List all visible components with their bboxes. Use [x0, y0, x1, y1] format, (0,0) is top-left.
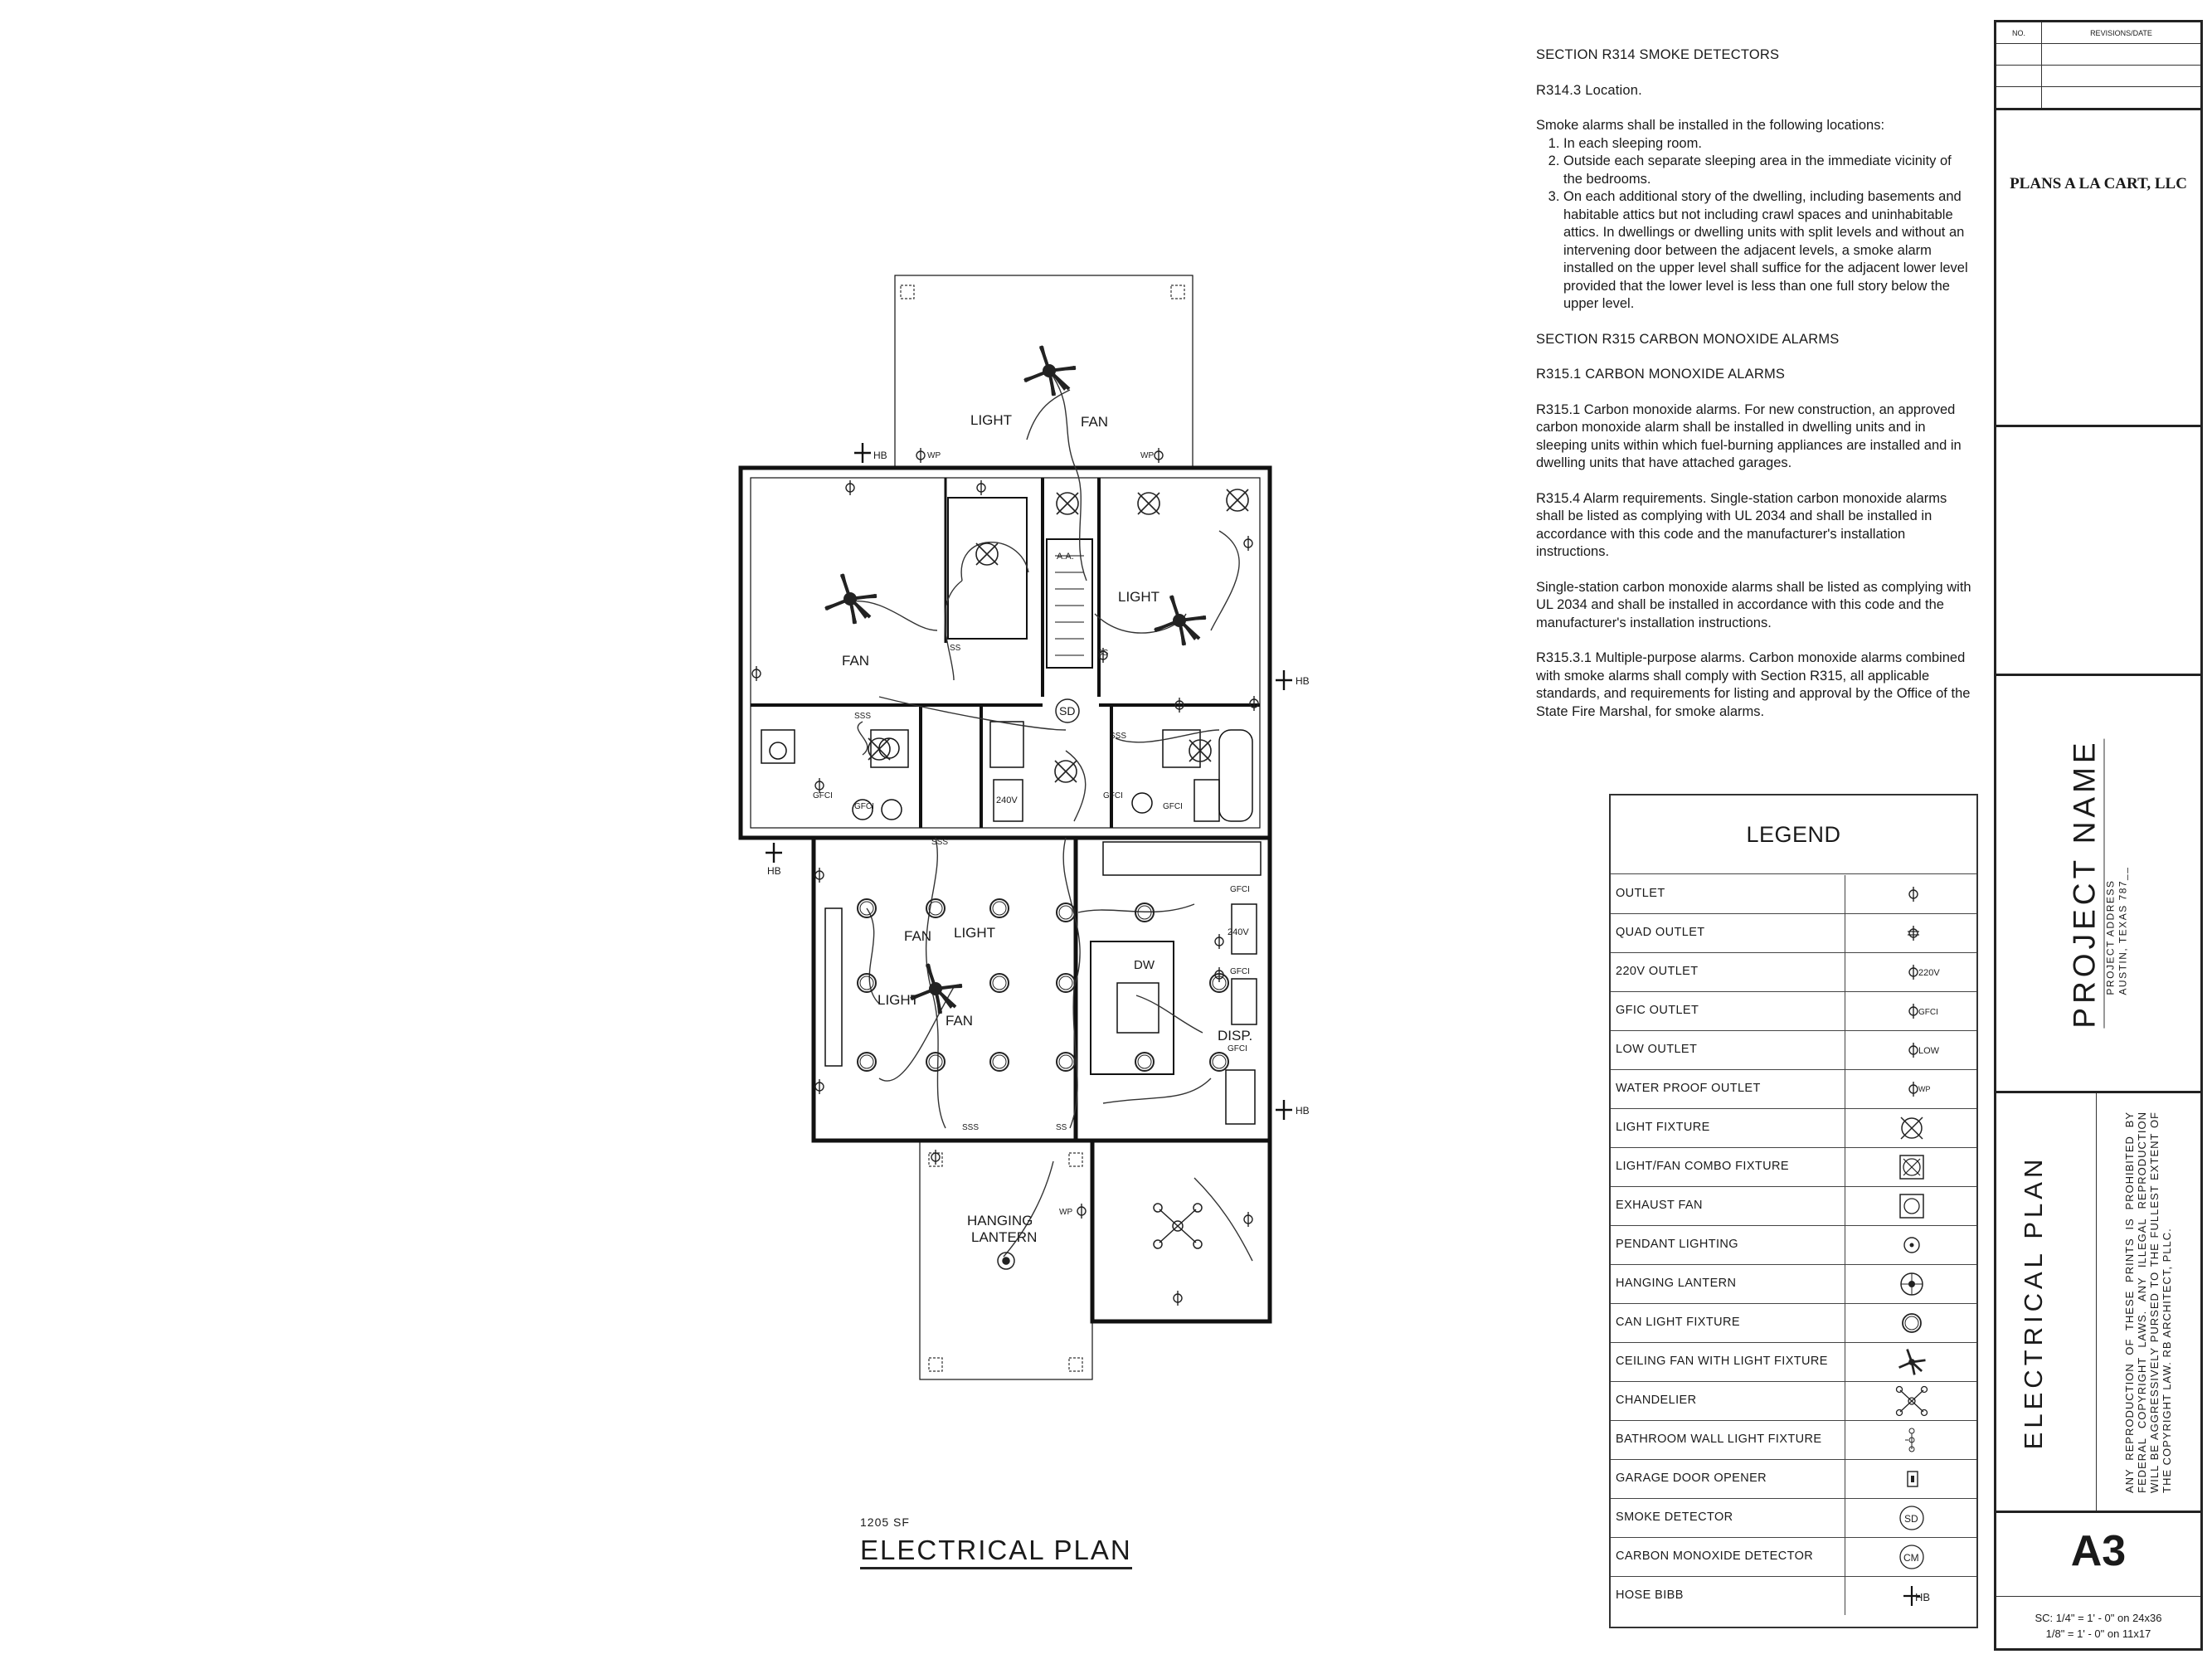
label-light-living-a: LIGHT — [954, 925, 996, 941]
label-gfci-6: GFCI — [1230, 967, 1250, 976]
legend-row — [1611, 875, 1976, 914]
outlet-icon — [1845, 1031, 1977, 1069]
legend-label: BATHROOM WALL LIGHT FIXTURE — [1616, 1433, 1822, 1446]
legend-label: 220V OUTLET — [1616, 965, 1699, 978]
label-sss-3: SSS — [931, 838, 949, 847]
label-wp-2: WP — [1140, 451, 1155, 460]
plan-area: 1205 SF — [860, 1515, 910, 1529]
label-sss-1: SSS — [854, 712, 872, 721]
plan-wiring — [850, 373, 1252, 1261]
legend-row — [1611, 914, 1976, 953]
revision-no-header: NO. — [1996, 22, 2042, 43]
revision-row — [1996, 66, 2200, 87]
project-name: PROJECT NAME — [2068, 738, 2105, 1028]
label-disp: DISP. — [1218, 1028, 1253, 1044]
label-light-living-b: LIGHT — [878, 992, 920, 1008]
legend-row — [1611, 1070, 1976, 1109]
label-light-bed2: LIGHT — [1118, 589, 1160, 605]
label-fan-living-b: FAN — [946, 1013, 974, 1029]
revisions-header-row — [1996, 22, 2200, 44]
label-sss-2: SSS — [1110, 732, 1127, 741]
legend-label: SMOKE DETECTOR — [1616, 1511, 1733, 1524]
r3143-intro: Smoke alarms shall be installed in the following locations: — [1536, 118, 1885, 133]
r3143-item: 1. In each sleeping room. — [1563, 135, 1971, 153]
title-block — [1994, 20, 2203, 1651]
label-sd: SD — [1059, 704, 1076, 718]
section-r315-heading: SECTION R315 CARBON MONOXIDE ALARMS — [1536, 331, 1840, 347]
label-wp-1: WP — [927, 451, 941, 460]
label-fan-bed1: FAN — [842, 653, 870, 669]
legend-label: CHANDELIER — [1616, 1394, 1697, 1407]
label-gfci-4: GFCI — [1163, 802, 1183, 811]
legend-row — [1611, 1460, 1976, 1499]
label-hanging: HANGING — [967, 1213, 1033, 1228]
quad-outlet-icon — [1845, 914, 1977, 952]
legend-label: OUTLET — [1616, 887, 1665, 900]
project-section — [1996, 676, 2200, 1093]
legend — [1609, 794, 1978, 1628]
blank-section — [1996, 427, 2200, 676]
sheet-title-section — [1996, 1093, 2200, 1513]
project-address: PROJECT ADDRESS — [2104, 879, 2117, 995]
outlet-icon — [1845, 1070, 1977, 1108]
light-fixture-icon — [1845, 1109, 1977, 1147]
label-light-porch: LIGHT — [970, 412, 1013, 428]
outlet-icon — [1845, 875, 1977, 913]
legend-row — [1611, 1304, 1976, 1343]
label-gfci-7: GFCI — [1228, 1044, 1247, 1053]
legend-label: QUAD OUTLET — [1616, 926, 1705, 939]
legend-tag: CM — [1903, 1552, 1919, 1564]
legend-row — [1611, 1343, 1976, 1382]
legend-row — [1611, 953, 1976, 992]
legend-label: CEILING FAN WITH LIGHT FIXTURE — [1616, 1355, 1828, 1368]
label-240v-2: 240V — [1228, 927, 1249, 937]
label-gfci-5: GFCI — [1230, 885, 1250, 894]
legend-label: GARAGE DOOR OPENER — [1616, 1472, 1767, 1485]
garage-door-opener-icon — [1845, 1460, 1977, 1498]
legend-label: HOSE BIBB — [1616, 1588, 1684, 1602]
chandelier-icon — [1845, 1382, 1977, 1420]
outlet-icon — [1845, 953, 1977, 991]
legend-row — [1611, 1421, 1976, 1460]
outlet-icon — [1845, 992, 1977, 1030]
legend-row — [1611, 1577, 1976, 1616]
label-sss-4: SSS — [962, 1123, 980, 1132]
pendant-light-icon — [1845, 1226, 1977, 1264]
legend-row — [1611, 1382, 1976, 1421]
hose-bibb-icon — [1845, 1577, 1977, 1615]
legend-label: EXHAUST FAN — [1616, 1199, 1703, 1212]
legend-row — [1611, 1109, 1976, 1148]
scale-note — [1996, 1610, 2200, 1642]
revision-date-header: REVISIONS/DATE — [2090, 29, 2152, 37]
r3143-list — [1536, 135, 1971, 314]
firm-section — [1996, 110, 2200, 427]
label-gfci-2: GFCI — [854, 802, 874, 811]
label-hb-1: HB — [873, 450, 887, 461]
exhaust-fan-icon — [1845, 1187, 1977, 1225]
label-dw: DW — [1134, 958, 1155, 972]
legend-tag: SD — [1904, 1513, 1918, 1525]
label-ss-1: SS — [950, 644, 961, 653]
legend-title: LEGEND — [1611, 795, 1976, 874]
label-lantern: LANTERN — [971, 1229, 1038, 1245]
label-gfci-3: GFCI — [1103, 791, 1123, 800]
single-station-text: Single-station carbon monoxide alarms shall be listed as complying with UL 2034 and shall be installed in accordance with this code and the manufacturer's installation instructions. — [1536, 579, 1971, 630]
ceiling-fan-icon — [1845, 1343, 1977, 1381]
label-hb-4: HB — [1296, 1105, 1310, 1117]
section-r314-heading: SECTION R314 SMOKE DETECTORS — [1536, 47, 1780, 62]
sheet-number: A3 — [2070, 1527, 2127, 1575]
legend-label: PENDANT LIGHTING — [1616, 1238, 1738, 1251]
project-city: AUSTIN, TEXAS 787__ — [2117, 866, 2129, 995]
legend-row — [1611, 992, 1976, 1031]
scale-line-2: 1/8" = 1' - 0" on 11x17 — [2045, 1627, 2151, 1640]
r3151-text: R315.1 Carbon monoxide alarms. For new construction, an approved carbon monoxide alarm shall be installed in dwelling units and in sleeping units within which fuel-burning appliances are installed and in dwelling units that have attached garages. — [1536, 401, 1962, 470]
legend-row — [1611, 1265, 1976, 1304]
label-hb-3: HB — [767, 865, 781, 877]
label-fan-porch: FAN — [1081, 414, 1109, 430]
co-detector-icon — [1845, 1538, 1977, 1576]
legend-label: LOW OUTLET — [1616, 1043, 1698, 1056]
code-notes — [1536, 46, 1971, 738]
label-ss-3: SS — [1056, 1123, 1067, 1132]
sheet-title: ELECTRICAL PLAN — [2019, 1155, 2048, 1449]
legend-label: WATER PROOF OUTLET — [1616, 1082, 1761, 1095]
legend-label: GFIC OUTLET — [1616, 1004, 1699, 1017]
can-light-icon — [1845, 1304, 1977, 1342]
plan-fixtures — [752, 346, 1292, 1306]
r3154-text: R315.4 Alarm requirements. Single-station carbon monoxide alarms shall be listed as complying with UL 2034 and shall be installed in accordance with this code and the manufacturer's installation instructions. — [1536, 490, 1947, 559]
legend-tag: LOW — [1918, 1046, 1940, 1056]
legend-row — [1611, 1538, 1976, 1577]
copyright-notice: ANY REPRODUCTION OF THESE PRINTS IS PROHIBITED BY FEDERAL COPYRIGHT LAWS. ANY ILLEGAL REPRODUCTION WILL BE AGGRESSIVELY PURSED TO THE FULLEST EXTENT OF THE COPYRIGHT LAW. RB ARCHITECT, PLLC. — [2123, 1111, 2173, 1493]
legend-label: CARBON MONOXIDE DETECTOR — [1616, 1550, 1814, 1563]
legend-label: LIGHT/FAN COMBO FIXTURE — [1616, 1160, 1789, 1173]
legend-label: HANGING LANTERN — [1616, 1277, 1737, 1290]
label-ss-2: SS — [1097, 649, 1109, 658]
legend-row — [1611, 1226, 1976, 1265]
label-fan-living-a: FAN — [904, 928, 932, 944]
light-fan-combo-icon — [1845, 1148, 1977, 1186]
label-240v-1: 240V — [996, 795, 1018, 805]
smoke-detector-icon — [1845, 1499, 1977, 1537]
r3143-item: 3. On each additional story of the dwelling, including basements and habitable attics but not including crawl spaces and uninhabitable attics. In dwellings or dwelling units with split levels and without an intervening door between the adjacent levels, a smoke alarm installed on the upper level shall suffice for the adjacent lower level provided that the lower level is less than one full story below the upper level. — [1563, 188, 1971, 314]
project-info — [2068, 738, 2130, 1028]
legend-row — [1611, 1187, 1976, 1226]
legend-label: CAN LIGHT FIXTURE — [1616, 1316, 1740, 1329]
label-hb-2: HB — [1296, 675, 1310, 687]
legend-row — [1611, 1148, 1976, 1187]
scale-line-1: SC: 1/4" = 1' - 0" on 24x36 — [2035, 1612, 2162, 1624]
revision-row — [1996, 87, 2200, 110]
revisions-table — [1996, 22, 2200, 109]
hanging-lantern-icon — [1845, 1265, 1977, 1303]
legend-row — [1611, 1031, 1976, 1070]
plan-title: ELECTRICAL PLAN — [860, 1535, 1132, 1569]
legend-row — [1611, 1499, 1976, 1538]
r31531-text: R315.3.1 Multiple-purpose alarms. Carbon monoxide alarms combined with smoke alarms shall comply with Section R315, all applicable standards, and requirements for listing and approval by the Office of the State Fire Marshal, for smoke alarms. — [1536, 650, 1971, 719]
legend-tag: GFCI — [1918, 1008, 1938, 1017]
legend-label: LIGHT FIXTURE — [1616, 1121, 1710, 1134]
r3143-heading: R314.3 Location. — [1536, 82, 1642, 98]
label-gfci-1: GFCI — [813, 791, 833, 800]
r3143-item: 2. Outside each separate sleeping area in the immediate vicinity of the bedrooms. — [1563, 153, 1971, 188]
sheet-number-section — [1996, 1513, 2200, 1648]
bath-wall-light-icon — [1845, 1421, 1977, 1459]
legend-tag: HB — [1915, 1591, 1931, 1603]
legend-tag: WP — [1918, 1085, 1931, 1093]
revision-row — [1996, 44, 2200, 66]
r3151-heading: R315.1 CARBON MONOXIDE ALARMS — [1536, 367, 1786, 382]
label-wp-3: WP — [1059, 1208, 1073, 1217]
firm-name: PLANS A LA CART, LLC — [2010, 175, 2187, 192]
label-aa: A.A. — [1057, 552, 1074, 562]
legend-tag: 220V — [1918, 968, 1940, 978]
